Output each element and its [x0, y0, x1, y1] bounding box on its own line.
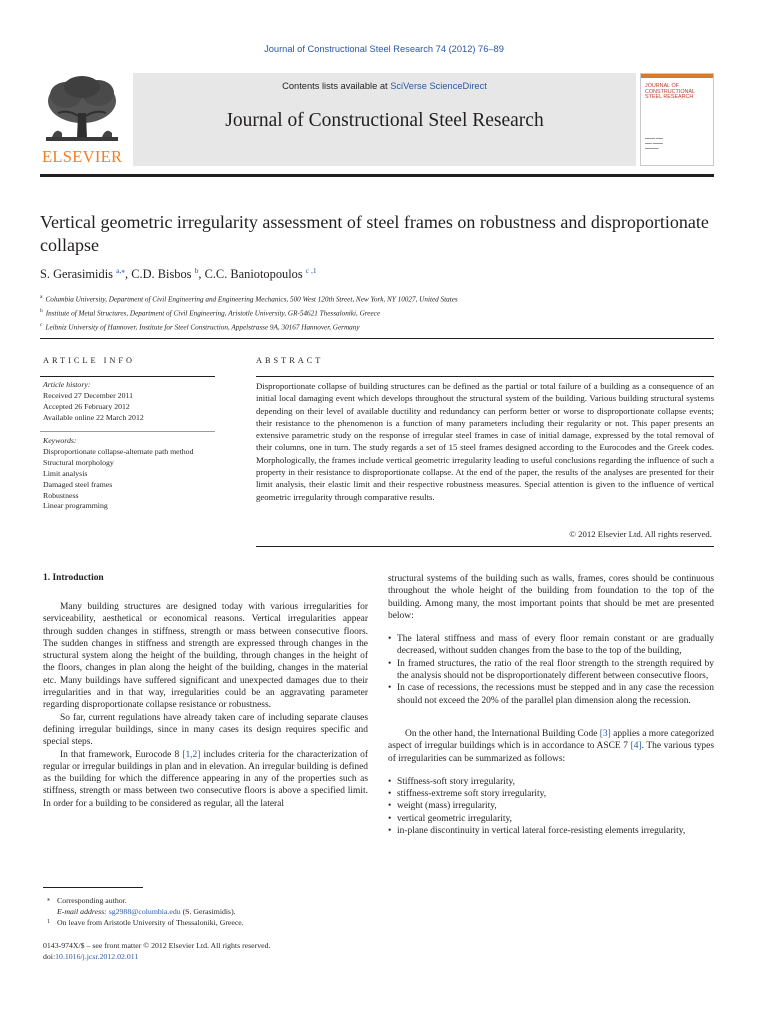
list-item: • weight (mass) irregularity, [388, 800, 714, 812]
text-run: . The various types of irregularities can be summarized as follows: [388, 741, 714, 764]
list-item: • In case of recessions, the recessions must be stepped and in any case the recession should not exceed the 20% of the parallel plan dimension along the recession. [388, 682, 714, 707]
journal-title: Journal of Constructional Steel Research [225, 110, 544, 131]
doi-link[interactable]: 10.1016/j.jcsr.2012.02.011 [55, 952, 139, 962]
contents-prefix: Contents lists available at [282, 81, 391, 91]
body-column-right [388, 573, 714, 837]
paragraph: So far, current regulations have already taken care of including separate clauses defining irregular buildings, since in many cases its design requires specific and special steps. [43, 712, 368, 748]
affiliation [40, 320, 458, 334]
bullet-list [388, 633, 714, 707]
list-item: • in-plane discontinuity in vertical lateral force-resisting elements irregularity, [388, 825, 714, 837]
footnote [43, 895, 368, 906]
reference-link[interactable]: [4] [630, 741, 642, 752]
journal-banner [133, 73, 636, 166]
copyright-line: © 2012 Elsevier Ltd. All rights reserved. [569, 529, 712, 539]
list-item: • stiffness-extreme soft story irregularity, [388, 788, 714, 800]
section-divider [40, 338, 714, 339]
abstract-text: Disproportionate collapse of building structures can be defined as the partial or total failure of a building as a consequence of an initial local damaging event which develops throughout the structural system of the building. Various building structural systems depending on their level of available ductility and redundancy can perform better or worse to disproportionate collapse events; their resistance to the phenomenon is a function of many parameters including their regularity or not. This paper presents an extensive parametric study on the response of irregular steel frames in case of initial damage, expressed by the total removal of their columns, one in turn. The study regards a set of 15 steel frames designed according to the Eurocodes and the Greek codes. Morphologically, the frames include vertical geometric irregularity leading to useful conclusions regarding the influence of such a property in their resistance to disproportionate collapse. At the end of the paper, the results of the analyses are presented for their limit analysis, their elastic limit and their respective robustness measures. Special attention is given to the influence of vertical geometric irregularity through comparative results. [256, 381, 714, 502]
history-label: Article history: [43, 380, 91, 389]
text-run: includes criteria for the characterization of regular or irregular buildings in plan and in elevation. An irregular building is defined as the building for which the difference appearing in any of the properties such as stiffness, strength or mass between two consecutive floors is above a specified limit. In order for a building to be considered as regular, all the lateral [43, 749, 368, 809]
journal-cover-thumbnail [640, 73, 714, 166]
cover-bar [641, 74, 713, 78]
elsevier-tree-logo [40, 73, 124, 166]
footnote-text: Corresponding author. [57, 896, 127, 905]
tree-icon [40, 73, 124, 149]
keyword: Robustness [43, 490, 79, 500]
affiliation-mark: b [40, 307, 43, 314]
author-marks[interactable]: c ,1 [305, 266, 317, 275]
footnote-mark: ⁎ [47, 897, 50, 903]
keywords-rule [40, 431, 215, 432]
text-run: applies a more categorized aspect of irregular buildings which is in accordance to ASCE 7 [388, 728, 715, 752]
affiliation [40, 306, 458, 320]
keywords-label: Keywords: [43, 436, 77, 445]
email-suffix: (S. Gerasimidis). [180, 907, 236, 917]
affiliation [40, 292, 458, 306]
affiliations [40, 292, 458, 333]
email-label: E-mail address: [57, 907, 109, 917]
list-item: • Stiffness-soft story irregularity, [388, 776, 714, 788]
cover-title [645, 84, 695, 101]
contents-availability [133, 81, 636, 91]
reference-link[interactable]: [1,2] [182, 749, 201, 760]
article-info-rule [40, 376, 215, 377]
section-heading: 1. Introduction [43, 573, 104, 583]
keyword: Limit analysis [43, 468, 88, 478]
footnote [43, 906, 368, 917]
footnote-mark: 1 [47, 919, 50, 926]
abstract-rule [256, 376, 714, 377]
article-info-heading: ARTICLE INFO [43, 356, 135, 365]
author-name: C.D. Bisbos [131, 267, 192, 282]
paragraph [388, 728, 714, 765]
footnotes [43, 895, 368, 929]
email-link[interactable]: sg2988@columbia.edu [108, 907, 181, 917]
journal-citation-link[interactable]: Journal of Constructional Steel Research 74 (2012) 76–89 [264, 44, 504, 54]
abstract-bottom-rule [256, 546, 714, 547]
paragraph [43, 749, 368, 810]
masthead [40, 73, 714, 166]
doi-label: doi: [43, 952, 56, 962]
text-run: On the other hand, the International Building Code [405, 728, 600, 739]
keyword: Structural morphology [43, 457, 114, 467]
author-marks[interactable]: b [194, 266, 199, 275]
keyword: Disproportionate collapse-alternate path method [43, 446, 194, 456]
doi-line [43, 951, 368, 962]
front-matter [43, 940, 368, 962]
author-marks[interactable]: a,⁎ [116, 266, 126, 275]
footnote-rule [43, 887, 143, 888]
affiliation-mark: c [40, 321, 43, 328]
keyword: Damaged steel frames [43, 479, 113, 489]
author-list: S. Gerasimidis $^{a,⁎}$, C.D. Bisbos $^b$, C.C. Baniotopoulos $^{c ,1}$ [40, 266, 317, 282]
body-column-left [43, 601, 368, 810]
keywords [43, 436, 215, 512]
text-run: In that framework, Eurocode 8 [60, 749, 183, 760]
paragraph: Many building structures are designed today with various irregularities for serviceability, aesthetical or economical reasons. Vertical irregularities appear through sudden changes in stiffness, strength or mass between consecutive floors. The sudden changes in stiffness and strength are expressed through changes in the structural system along the height of the building, through changes in the height of the floors, changes in plan along the height of the building, changes in the material etc. Many buildings have suffered significant and unexpected damages due to their irregularities and in that way, irregularities could be an aggravating parameter regarding disproportionate collapse resistance or robustness. [43, 602, 368, 711]
list-item: • vertical geometric irregularity, [388, 813, 714, 825]
cover-title-line: CONSTRUCTIONAL [645, 88, 696, 95]
cover-title-line: STEEL RESEARCH [645, 94, 694, 101]
article-history [43, 380, 215, 424]
history-item: Accepted 26 February 2012 [43, 401, 130, 411]
footnote [43, 917, 368, 928]
history-item: Received 27 December 2011 [43, 390, 133, 400]
paper-title: Vertical geometric irregularity assessment of steel frames on robustness and disproportionate collapse [40, 212, 709, 255]
affiliation-mark: a [40, 294, 43, 300]
keyword: Linear programming [43, 501, 108, 511]
affiliation-text: Institute of Metal Structures, Department of Civil Engineering, Aristotle University, GR-54621 Thessaloniki, Greece [45, 309, 381, 318]
reference-link[interactable]: [3] [599, 728, 611, 739]
header-divider [40, 174, 714, 177]
affiliation-text: Leibniz University of Hannover, Institute for Steel Construction, Appelstrasse 9A, 30167 Hannover, Germany [45, 322, 360, 331]
author-name: S. Gerasimidis [40, 267, 113, 282]
issn-line: 0143-974X/$ – see front matter © 2012 Elsevier Ltd. All rights reserved. [43, 941, 271, 950]
cover-title-line: JOURNAL OF [645, 83, 679, 89]
cover-fine-print: ▬▬▬ ▬▬ ▬▬ ▬▬▬ ▬▬▬▬ [645, 136, 663, 150]
list-item: • The lateral stiffness and mass of every floor remain constant or are gradually decreased, without sudden changes from the base to the top of the building, [388, 633, 714, 658]
list-item: • In framed structures, the ratio of the real floor strength to the strength required by the analysis should not be disproportionately different between consecutive floors, [388, 658, 714, 683]
bullet-list [388, 776, 714, 837]
affiliation-text: Columbia University, Department of Civil Engineering and Engineering Mechanics, 500 West 120th Street, New York, NY 10027, United States [45, 295, 458, 304]
elsevier-wordmark: ELSEVIER [42, 147, 123, 166]
footnote-text: On leave from Aristotle University of Thessaloniki, Greece. [57, 918, 244, 928]
author-name: C.C. Baniotopoulos [204, 267, 303, 282]
paragraph: structural systems of the building such as walls, frames, cores should be continuous throughout the whole height of the building from foundation to the top of the building. Among many, the most important points that should be met are presented below: [388, 574, 714, 621]
sciencedirect-link[interactable]: SciVerse ScienceDirect [390, 81, 487, 91]
history-item: Available online 22 March 2012 [43, 412, 144, 422]
abstract-heading: ABSTRACT [256, 356, 324, 365]
